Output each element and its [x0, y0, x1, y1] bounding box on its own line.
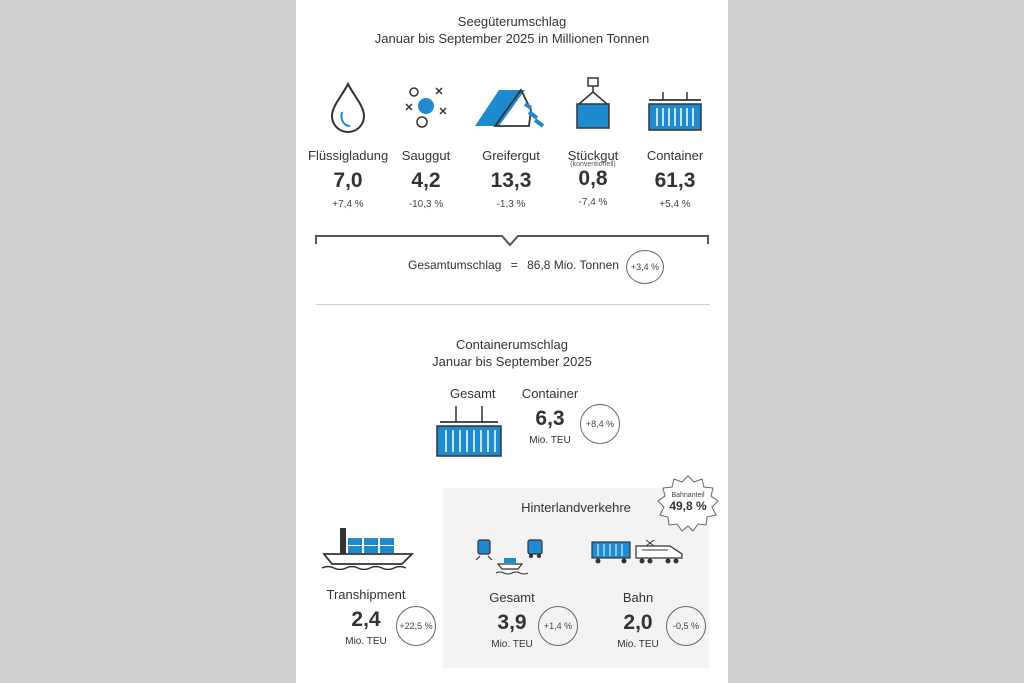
category-container	[635, 148, 715, 210]
category-value: 7,0	[333, 169, 363, 192]
container-stat-label: Container	[521, 386, 579, 401]
locomotive-icon	[636, 540, 682, 564]
container-stat-value: 6,3	[535, 407, 565, 430]
category-greifergut	[471, 148, 551, 210]
bahn-change-badge	[666, 606, 706, 646]
total-label: Gesamtumschlag	[408, 258, 502, 272]
bahn-unit: Mio. TEU	[617, 639, 659, 650]
container-change-badge	[580, 404, 620, 444]
bahn-change: -0,5 %	[672, 621, 699, 631]
seegueter-title	[296, 13, 728, 47]
drop-icon	[332, 84, 364, 132]
category-subtitle: (konventionell)	[570, 161, 616, 168]
category-stueckgut	[553, 148, 633, 208]
transhipment-value: 2,4	[351, 608, 381, 631]
container-title	[296, 336, 728, 370]
ship-icon	[322, 526, 414, 570]
bahnanteil-value: 49,8 %	[669, 499, 707, 513]
container-stat-unit: Mio. TEU	[529, 435, 571, 446]
category-value: 0,8	[578, 167, 608, 190]
container-change: +8,4 %	[585, 419, 615, 429]
rail-icon	[590, 538, 686, 566]
bahn-label: Bahn	[622, 590, 654, 605]
transhipment-change-badge	[396, 606, 436, 646]
category-change: +5,4 %	[659, 199, 691, 210]
container-gesamt-label: Gesamt	[450, 386, 496, 401]
divider	[316, 304, 710, 305]
particles-icon	[406, 88, 446, 127]
hinterland-title: Hinterlandverkehre	[521, 500, 631, 515]
category-fluessigladung	[308, 148, 388, 210]
seegueter-title-line2: Januar bis September 2025 in Millionen Tonnen	[374, 31, 650, 46]
sum-bracket	[296, 228, 728, 252]
infographic-panel	[296, 0, 728, 683]
category-name: Flüssigladung	[308, 148, 389, 163]
barge-icon	[496, 558, 528, 574]
train-icon	[476, 540, 492, 560]
bahn-value: 2,0	[623, 611, 653, 634]
total-row	[408, 258, 619, 272]
category-change: +7,4 %	[332, 199, 364, 210]
category-value: 61,3	[654, 169, 696, 192]
crane-load-icon	[577, 78, 609, 128]
transhipment-unit: Mio. TEU	[345, 636, 387, 647]
total-equals: =	[510, 258, 518, 272]
bahnanteil-label: Bahnanteil	[671, 492, 705, 499]
total-change: +3,4 %	[630, 262, 660, 272]
hinterland-gesamt-value: 3,9	[497, 611, 527, 634]
multimodal-icons	[476, 536, 552, 576]
bahnanteil-badge	[656, 492, 720, 513]
category-name: Sauggut	[401, 148, 451, 163]
category-icons	[296, 76, 728, 136]
transhipment-label: Transhipment	[326, 587, 406, 602]
rail-wagon-icon	[592, 542, 630, 564]
transhipment-change: +22,5 %	[399, 621, 433, 631]
category-name: Greifergut	[482, 148, 540, 163]
category-name: Container	[646, 148, 704, 163]
category-sauggut	[386, 148, 466, 210]
container-large-icon	[434, 402, 504, 458]
category-change: -1,3 %	[496, 199, 526, 210]
category-value: 4,2	[411, 169, 441, 192]
hinterland-gesamt-change: +1,4 %	[543, 621, 573, 631]
category-value: 13,3	[490, 169, 532, 192]
bulk-pile-icon	[475, 90, 543, 126]
category-change: -10,3 %	[408, 199, 444, 210]
seegueter-title-line1: Seegüterumschlag	[457, 14, 567, 29]
total-change-badge	[626, 250, 664, 284]
container-title-line1: Containerumschlag	[455, 337, 568, 352]
hinterland-gesamt-unit: Mio. TEU	[491, 639, 533, 650]
hinterland-gesamt-label: Gesamt	[489, 590, 535, 605]
container-stat	[514, 386, 586, 446]
container-title-line2: Januar bis September 2025	[432, 354, 592, 369]
total-value: 86,8 Mio. Tonnen	[527, 258, 619, 272]
container-icon	[649, 92, 701, 130]
hinterland-gesamt-change-badge	[538, 606, 578, 646]
truck-icon	[528, 540, 542, 558]
category-change: -7,4 %	[578, 197, 608, 208]
category-name: Stückgut	[567, 148, 619, 163]
